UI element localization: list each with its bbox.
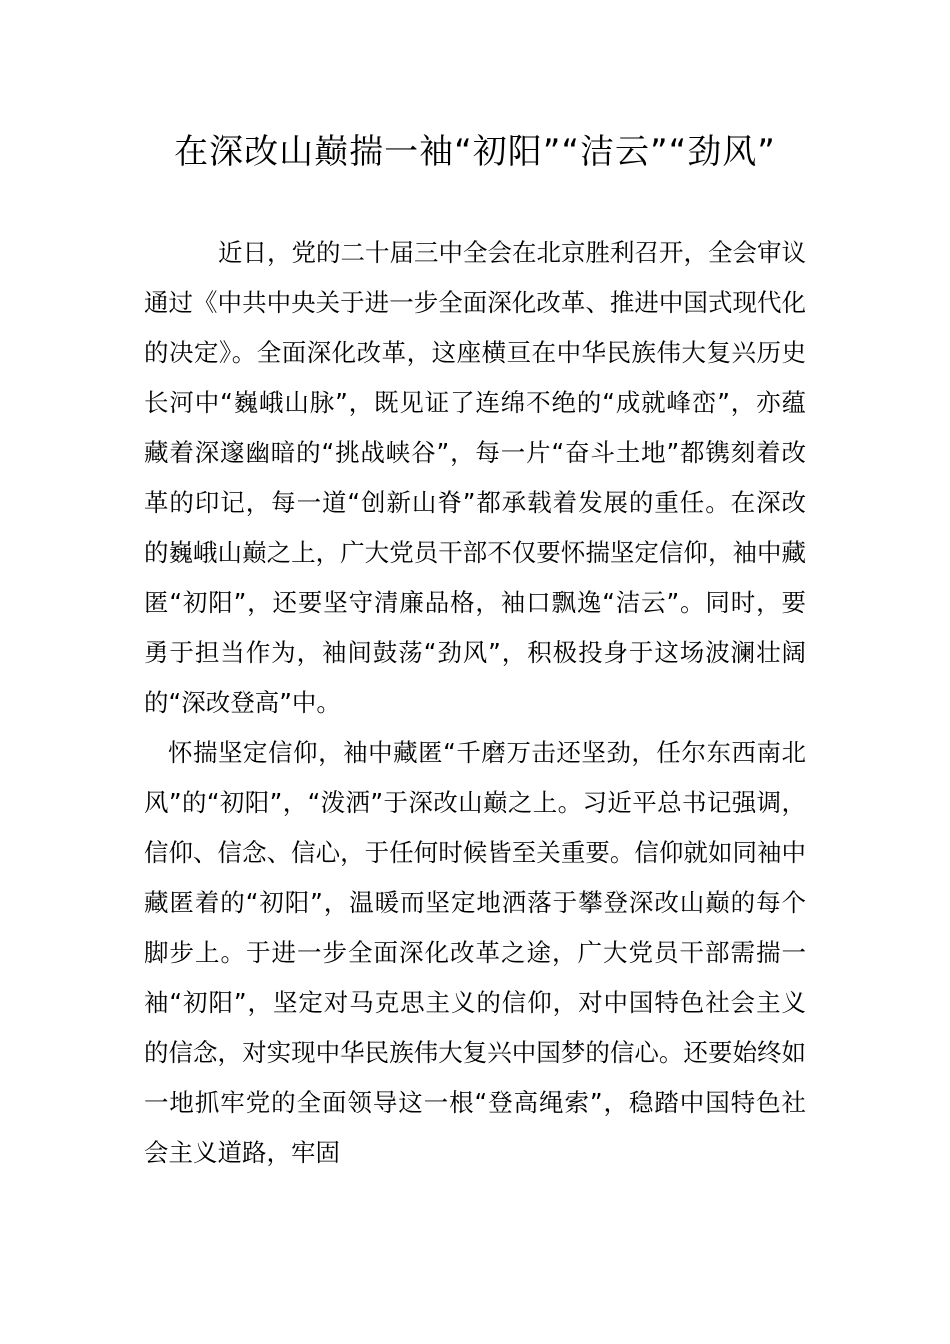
paragraph-1: 近日，党的二十届三中全会在北京胜利召开，全会审议通过《中共中央关于进一步全面深化改革、推进中国式现代化的决定》。全面深化改革，这座横亘在中华民族伟大复兴历史长河中“巍峨山脉”，既见证了连绵不绝的“成就峰峦”，亦蕴藏着深邃幽暗的“挑战峡谷”，每一片“奋斗土地”都镌刻着改革的印记，每一道“创新山脊”都承载着发展的重任。在深改的巍峨山巅之上，广大党员干部不仅要怀揣坚定信仰，袖中藏匿“初阳”，还要坚守清廉品格，袖口飘逸“洁云”。同时，要勇于担当作为，袖间鼓荡“劲风”，积极投身于这场波澜壮阔的“深改登高”中。	[144, 238, 806, 717]
article-title: 在深改山巅揣一袖“初阳”“洁云”“劲风”	[174, 132, 776, 172]
paragraph-2: 怀揣坚定信仰，袖中藏匿“千磨万击还坚劲，任尔东西南北风”的“初阳”，“泼洒”于深改山巅之上。习近平总书记强调，信仰、信念、信心，于任何时候皆至关重要。信仰就如同袖中藏匿着的“初阳”，温暖而坚定地洒落于攀登深改山巅的每个脚步上。于进一步全面深化改革之途，广大党员干部需揣一袖“初阳”，坚定对马克思主义的信仰，对中国特色社会主义的信念，对实现中华民族伟大复兴中国梦的信心。还要始终如一地抓牢党的全面领导这一根“登高绳索”，稳踏中国特色社会主义道路，牢固	[144, 738, 806, 1167]
article-body	[144, 228, 806, 1178]
